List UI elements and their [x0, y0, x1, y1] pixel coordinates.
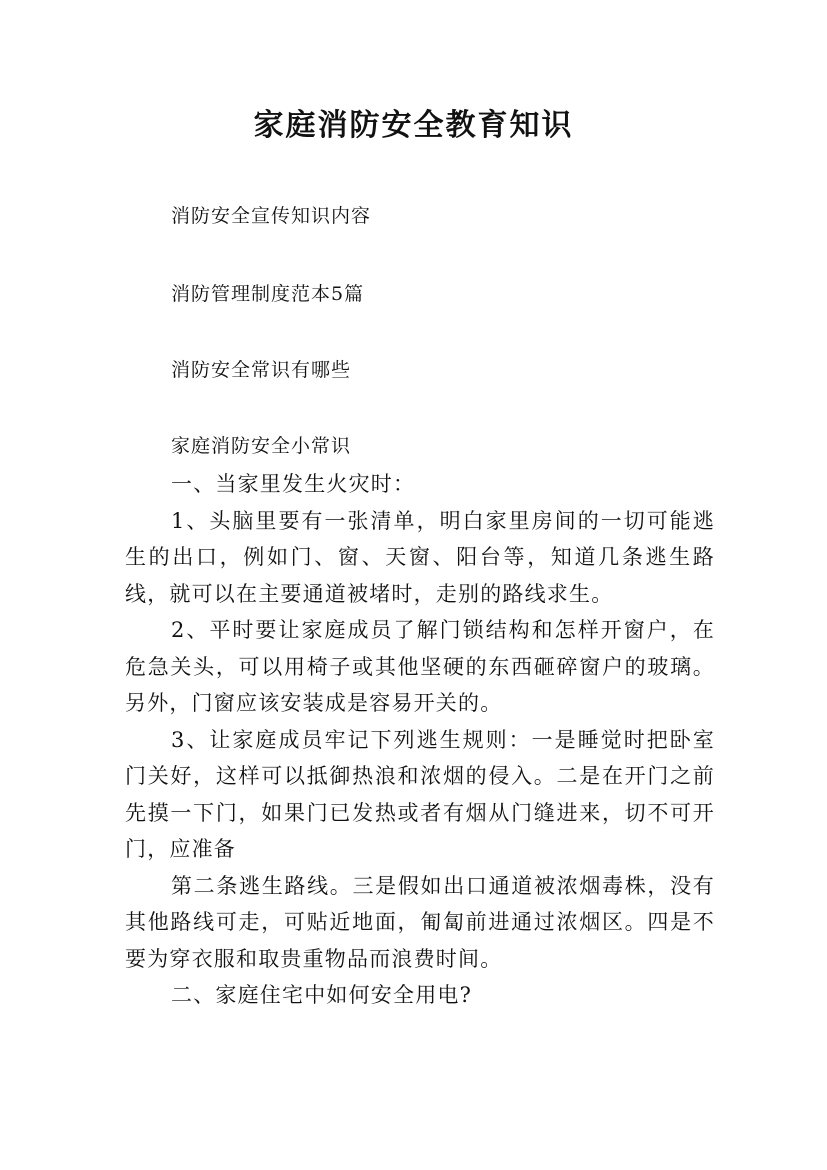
document-title: 家庭消防安全教育知识	[253, 108, 574, 143]
section-heading-fire-at-home: 一、当家里发生火灾时：	[171, 472, 416, 496]
related-link-fire-safety-common-sense[interactable]: 消防安全常识有哪些	[171, 359, 352, 381]
related-link-fire-safety-promotion[interactable]: 消防安全宣传知识内容	[171, 205, 372, 227]
document-body	[125, 466, 715, 1014]
paragraph-escape-rules: 3、让家庭成员牢记下列逃生规则：一是睡觉时把卧室门关好，这样可以抵御热浪和浓烟的侵入。二是在开门之前先摸一下门，如果门已发热或者有烟从门缝进来，切不可开门，应准备	[125, 727, 715, 861]
section-heading-electric-safety: 二、家庭住宅中如何安全用电?	[171, 983, 473, 1007]
paragraph-doors-windows: 2、平时要让家庭成员了解门锁结构和怎样开窗户，在危急关头，可以用椅子或其他坚硬的东西砸碎窗户的玻璃。另外，门窗应该安装成是容易开关的。	[125, 618, 715, 715]
paragraph-second-escape-route: 第二条逃生路线。三是假如出口通道被浓烟毒株，没有其他路线可走，可贴近地面，匍匐前进通过浓烟区。四是不要为穿衣服和取贵重物品而浪费时间。	[125, 873, 715, 971]
related-link-home-fire-safety-tips[interactable]: 家庭消防安全小常识	[171, 435, 352, 457]
related-link-fire-management-system[interactable]: 消防管理制度范本5篇	[171, 283, 365, 305]
paragraph-escape-exits: 1、头脑里要有一张清单，明白家里房间的一切可能逃生的出口，例如门、窗、天窗、阳台等，知道几条逃生路线，就可以在主要通道被堵时，走别的路线求生。	[125, 508, 715, 606]
